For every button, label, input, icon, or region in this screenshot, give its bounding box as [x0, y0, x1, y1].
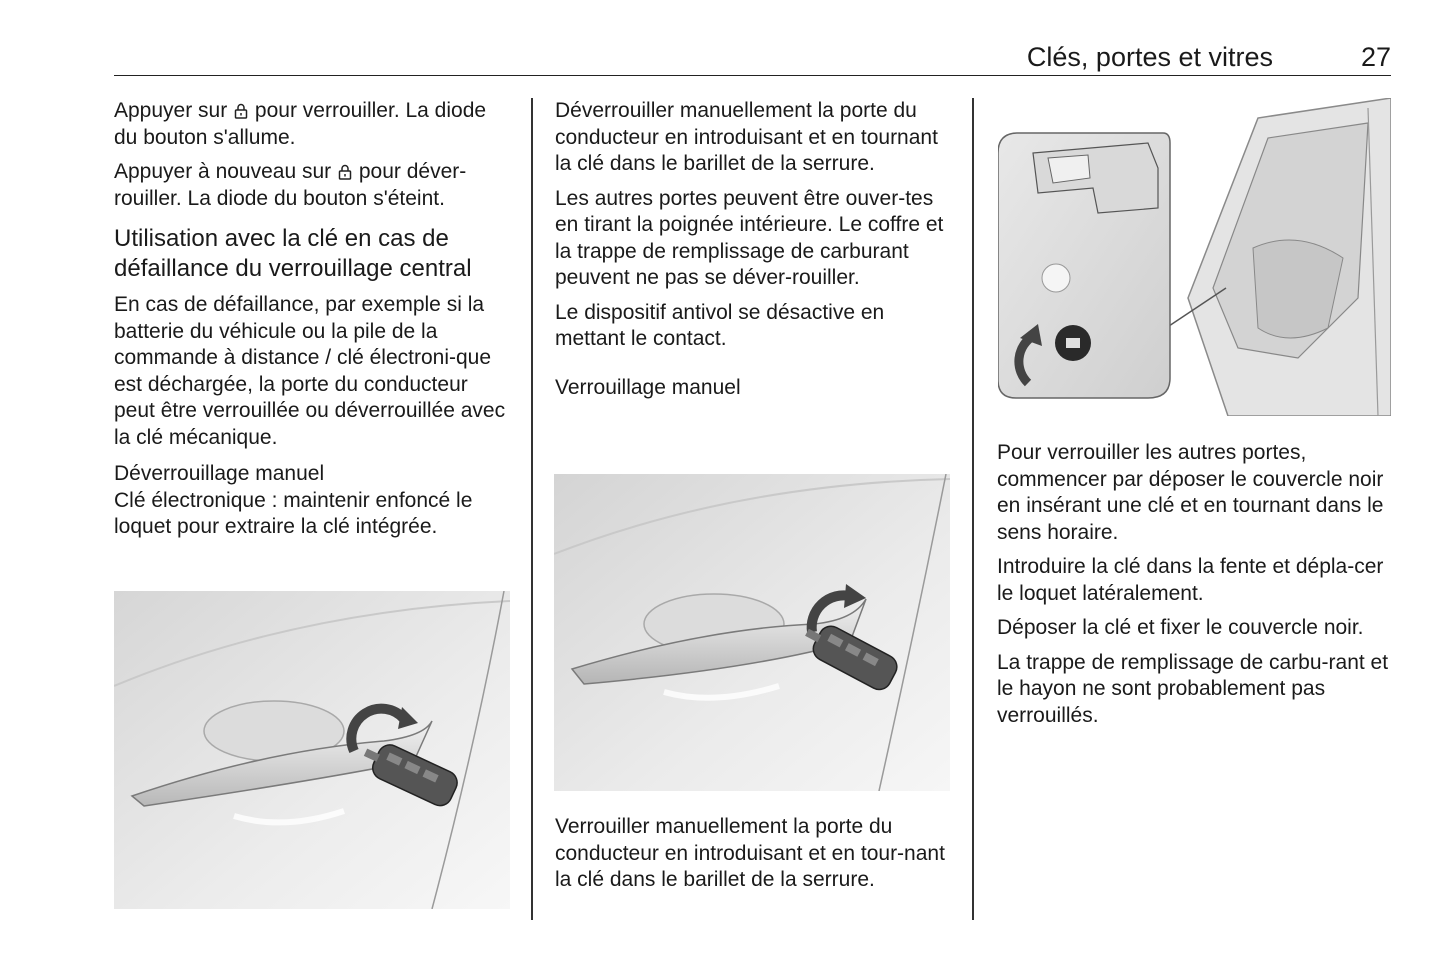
paragraph-manual-lock: Verrouiller manuellement la porte du conducteur en introduisant et en tour-nant la clé dans le barillet de la serrure.	[555, 815, 945, 891]
paragraph-lock-led: Appuyer sur pour verrouiller. La diode du bouton s'allume.	[114, 99, 487, 149]
figure-door-handle-unlock	[114, 591, 510, 909]
page-number: 27	[1360, 42, 1391, 72]
figure-rear-door-latch	[998, 98, 1391, 416]
paragraph-refit-cover: Déposer la clé et fixer le couvercle noir.	[997, 616, 1364, 639]
paragraph-insert-key: Introduire la clé dans la fente et dépla-cer le loquet latéralement.	[997, 555, 1384, 605]
column-divider-right	[972, 98, 974, 920]
figure-door-handle-lock	[554, 474, 950, 791]
column-middle-caption	[555, 814, 955, 902]
paragraph-failure: En cas de défaillance, par exemple si la batterie du véhicule ou la pile de la commande à distance / clé électroni-que est déchargée, la porte du conducteur peut être verrouillée ou déverrouillée avec la clé mécanique.	[114, 293, 506, 449]
lock-icon	[234, 103, 248, 119]
lock-icon	[338, 164, 352, 180]
column-middle	[555, 98, 955, 415]
paragraph-unlock-led: Appuyer à nouveau sur pour déver-rouiller. La diode du bouton s'éteint.	[114, 160, 467, 210]
paragraph-manual-unlock: Déverrouiller manuellement la porte du conducteur en introduisant et en tournant la clé dans le barillet de la serrure.	[555, 99, 938, 175]
section-title: Clés, portes et vitres	[1026, 42, 1273, 72]
column-left	[114, 98, 514, 549]
subheading-unlock: Déverrouillage manuel	[114, 462, 325, 485]
section-heading: Utilisation avec la clé en cas de défaillance du verrouillage central	[114, 225, 472, 282]
page-header	[114, 40, 1391, 76]
paragraph-antitheft: Le dispositif antivol se désactive en mettant le contact.	[555, 300, 885, 350]
paragraph-remove-cover: Pour verrouiller les autres portes, commencer par déposer le couvercle noir en insérant une clé et en tournant dans le sens horaire.	[997, 441, 1384, 544]
paragraph-electronic-key: Clé électronique : maintenir enfoncé le loquet pour extraire la clé intégrée.	[114, 488, 473, 538]
subheading-lock: Verrouillage manuel	[555, 375, 741, 399]
paragraph-fuel-tailgate: La trappe de remplissage de carbu-rant et le hayon ne sont probablement pas verrouillés.	[997, 650, 1389, 727]
column-right	[997, 440, 1397, 737]
paragraph-other-doors: Les autres portes peuvent être ouver-tes en tirant la poignée intérieure. Le coffre et la trappe de remplissage de carburant peuvent ne pas se déver-rouiller.	[555, 186, 944, 289]
column-divider-left	[531, 98, 533, 920]
